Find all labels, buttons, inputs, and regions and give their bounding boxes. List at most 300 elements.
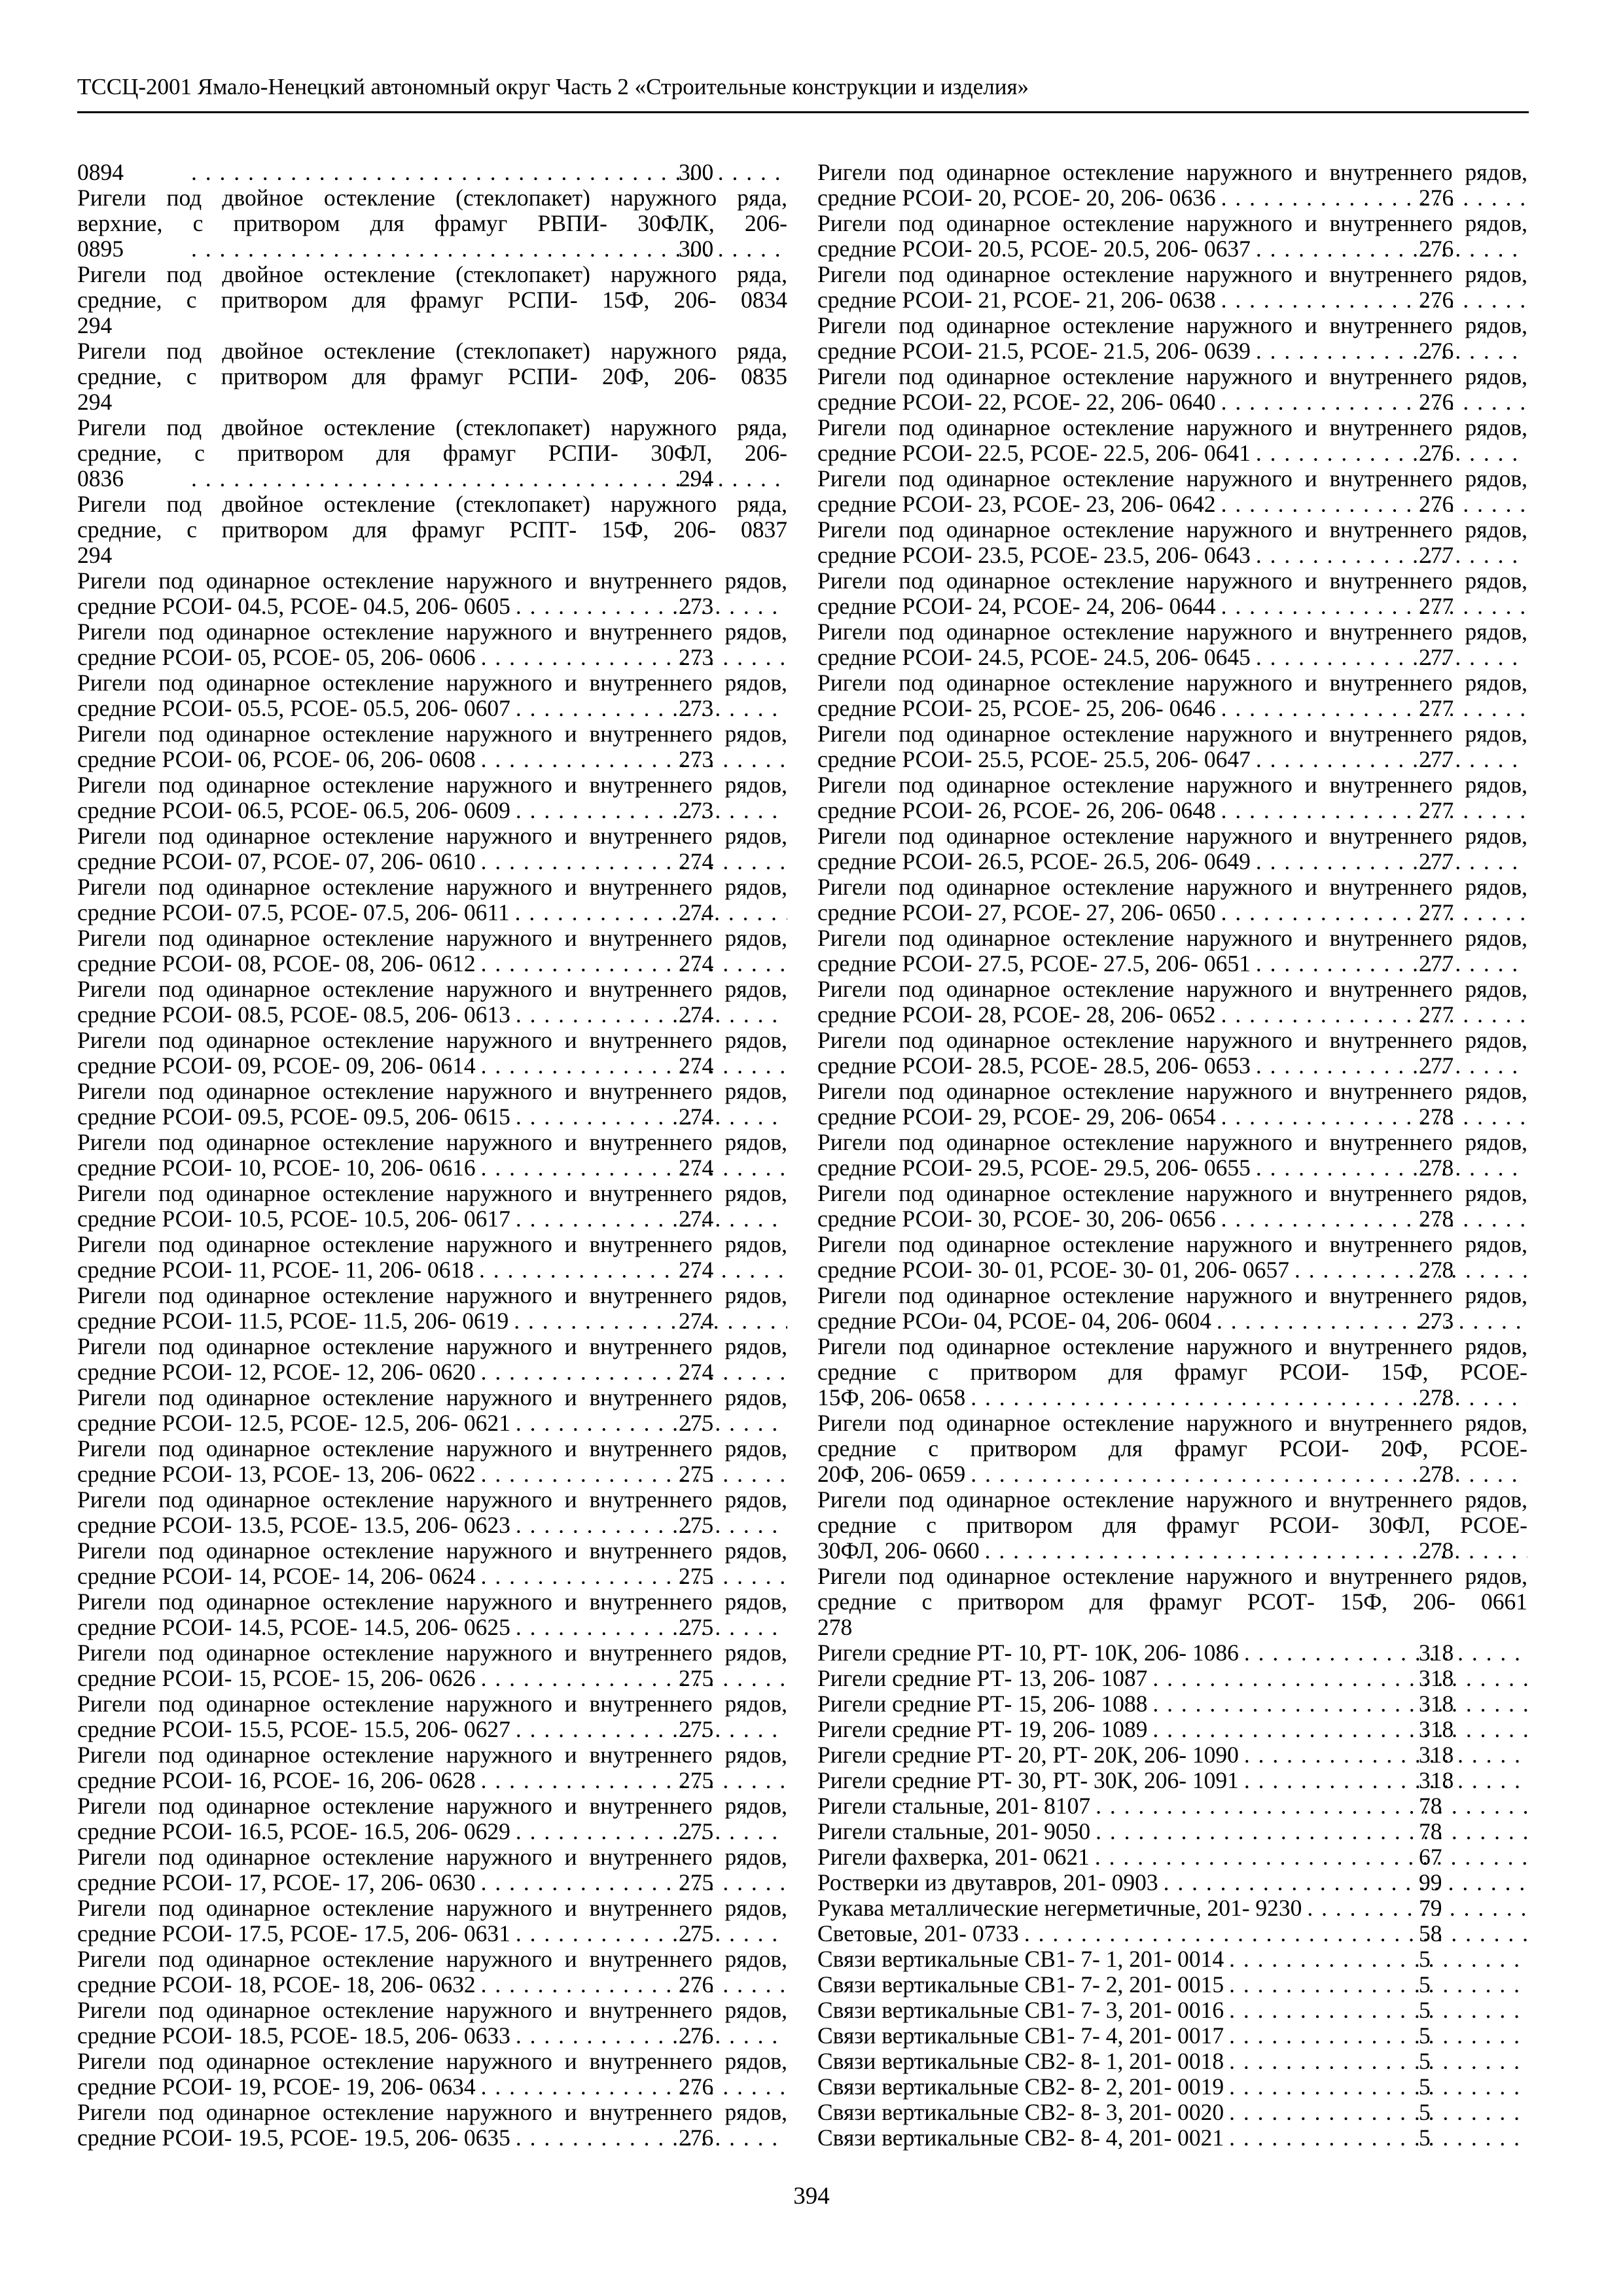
dot-leader [1216,287,1527,313]
index-entry [817,1972,1527,1998]
dot-leader [510,2125,787,2151]
entry-last-text: средние РСОИ- 25, РСОЕ- 25, 206- 0646 [817,695,1216,721]
index-entry [817,1334,1527,1410]
entry-last-line: средние РСОИ- 08.5, РСОЕ- 08.5, 206- 0613 . . . 274 [186,1002,787,1028]
entry-text-line: средние, с притвором для фрамуг РСПИ- 15Ф, 206- 0834 [77,287,787,313]
entry-last-text: средние РСОИ- 30- 01, РСОЕ- 30- 01, 206- 0657 [817,1257,1290,1283]
entry-text-line: Ригели под двойное остекление (стеклопакет) наружного ряда, [77,338,787,364]
entry-text-line: Ригели под одинарное остекление наружного и внутреннего рядов, [77,1129,787,1155]
entry-last-line: Рукава металлические негерметичные, 201- 9230 . . . 79 [926,1895,1527,1921]
entry-text-line: Ригели под одинарное остекление наружного и внутреннего рядов, [77,1486,787,1513]
index-entry [77,1538,787,1589]
index-entry [817,2049,1527,2074]
index-entry [817,2074,1527,2100]
dot-leader [476,1972,787,1998]
entry-last-line: средние РСОИ- 20, РСОЕ- 20, 206- 0636 . . . 276 [926,185,1527,211]
index-entry [77,1946,787,1998]
index-entry [77,415,787,492]
entry-last-text: средние РСОи- 04, РСОЕ- 04, 206- 0604 [817,1308,1211,1334]
entry-last-line: 0836 . . . 294 [186,466,787,492]
index-entry [817,211,1527,262]
entry-last-line: средние РСОИ- 30, РСОЕ- 30, 206- 0656 . . . 278 [926,1206,1527,1232]
entry-last-line: средние РСОИ- 19, РСОЕ- 19, 206- 0634 . . . 276 [186,2074,787,2100]
index-entry [817,1666,1527,1691]
index-entry [817,925,1527,977]
entry-last-text: средние РСОИ- 12.5, РСОЕ- 12.5, 206- 0621 [77,1410,510,1436]
entry-text-line: Ригели под одинарное остекление наружного и внутреннего рядов, [817,1129,1527,1155]
entry-last-text: Ригели стальные, 201- 8107 [817,1793,1091,1819]
entry-text-line: Ригели под одинарное остекление наружного и внутреннего рядов, [817,772,1527,798]
entry-text-line: Ригели под одинарное остекление наружного и внутреннего рядов, [77,925,787,951]
dot-leader [1251,543,1527,568]
entry-text-line: Ригели под одинарное остекление наружного и внутреннего рядов, [817,1231,1527,1257]
entry-text-line: Ригели под одинарное остекление наружного и внутреннего рядов, [817,261,1527,287]
index-entry [817,1181,1527,1232]
entry-last-line: Ригели стальные, 201- 9050 . . . 78 [926,1819,1527,1844]
entry-last-text: средние РСОИ- 29.5, РСОЕ- 29.5, 206- 0655 [817,1155,1251,1181]
entry-text-line: Ригели под одинарное остекление наружного и внутреннего рядов, [817,516,1527,543]
entry-last-line: средние РСОИ- 25.5, РСОЕ- 25.5, 206- 0647 . . . 277 [926,747,1527,772]
entry-text-line: Ригели под одинарное остекление наружного и внутреннего рядов, [77,976,787,1002]
entry-last-line: средние РСОИ- 15, РСОЕ- 15, 206- 0626 . . . 275 [186,1666,787,1691]
index-entry [817,1742,1527,1768]
entry-last-text: средние РСОИ- 16, РСОЕ- 16, 206- 0628 [77,1767,476,1793]
index-entry [817,1564,1527,1640]
index-entry [77,1232,787,1283]
entry-last-line: Ригели стальные, 201- 8107 . . . 78 [926,1793,1527,1819]
index-entry [77,1487,787,1538]
entry-last-line: средние РСОИ- 15.5, РСОЕ- 15.5, 206- 0627 . . . 275 [186,1717,787,1742]
index-entry [817,1079,1527,1130]
index-column-right [817,160,1527,2151]
entry-text-line: Ригели под одинарное остекление наружного и внутреннего рядов, [77,1435,787,1462]
index-entry [77,823,787,874]
index-entry [817,1028,1527,1079]
entry-last-text: средние РСОИ- 09, РСОЕ- 09, 206- 0614 [77,1052,476,1079]
entry-last-line: средние РСОИ- 22.5, РСОЕ- 22.5, 206- 0641 . . . 276 [926,440,1527,466]
dot-leader [510,798,787,823]
entry-last-text: средние РСОИ- 18, РСОЕ- 18, 206- 0632 [77,1971,476,1998]
dot-leader [476,1768,787,1793]
entry-last-text: средние РСОИ- 12, РСОЕ- 12, 206- 0620 [77,1359,476,1385]
entry-last-line: средние РСОИ- 22, РСОЕ- 22, 206- 0640 . . . 276 [926,389,1527,415]
entry-last-line: средние РСОИ- 09.5, РСОЕ- 09.5, 206- 0615 . . . 274 [186,1104,787,1130]
entry-last-line: средние РСОИ- 30- 01, РСОЕ- 30- 01, 206- 0657 . . . 278 [926,1257,1527,1283]
dot-leader [510,1717,787,1742]
entry-last-text: Связи вертикальные СВ1- 7- 2, 201- 0015 [817,1971,1224,1998]
entry-last-line: средние РСОИ- 18, РСОЕ- 18, 206- 0632 . . . 276 [186,1972,787,1998]
dot-leader [476,1666,787,1691]
entry-last-line: средние РСОИ- 13, РСОЕ- 13, 206- 0622 . . . 275 [186,1462,787,1487]
entry-text-line: Ригели под двойное остекление (стеклопакет) наружного ряда, [77,491,787,517]
entry-last-line: средние РСОИ- 05.5, РСОЕ- 05.5, 206- 0607 . . . 273 [186,696,787,721]
entry-last-line: средние РСОИ- 14, РСОЕ- 14, 206- 0624 . . . 275 [186,1564,787,1589]
entry-last-line: средние РСОИ- 16.5, РСОЕ- 16.5, 206- 0629 . . . 275 [186,1819,787,1844]
entry-text-line: Ригели под одинарное остекление наружного и внутреннего рядов, [77,1333,787,1359]
dot-leader [1019,1921,1527,1946]
entry-text-line: Ригели под одинарное остекление наружного и внутреннего рядов, [817,1563,1527,1589]
entry-text-line: верхние, с притвором для фрамуг РВПИ- 30ФЛК, 206- [77,210,787,236]
entry-last-text: средние РСОИ- 20.5, РСОЕ- 20.5, 206- 0637 [817,236,1251,262]
entry-last-line: Ригели средние РТ- 10, РТ- 10К, 206- 1086 . . . 318 [926,1640,1527,1666]
entry-last-text: средние РСОИ- 10, РСОЕ- 10, 206- 0616 [77,1155,476,1181]
entry-last-text: средние РСОИ- 13, РСОЕ- 13, 206- 0622 [77,1461,476,1487]
entry-last-text: Ростверки из двутавров, 201- 0903 [817,1869,1158,1895]
index-entry [817,977,1527,1028]
dot-leader [476,1564,787,1589]
index-entry [817,1232,1527,1283]
entry-last-text: средние РСОИ- 13.5, РСОЕ- 13.5, 206- 0623 [77,1512,510,1538]
entry-last-text: Ригели фахверка, 201- 0621 [817,1844,1090,1870]
dot-leader [1216,185,1527,211]
entry-last-text: Связи вертикальные СВ1- 7- 4, 201- 0017 [817,2022,1224,2049]
index-entry [77,1283,787,1334]
entry-last-text: средние РСОИ- 26, РСОЕ- 26, 206- 0648 [817,797,1216,823]
index-entry [817,313,1527,364]
index-entry [77,185,787,262]
dot-leader [510,2023,787,2049]
dot-leader [1147,1717,1527,1742]
entry-text-line: Ригели под одинарное остекление наружного и внутреннего рядов, [77,1640,787,1666]
entry-last-line: средние РСОИ- 25, РСОЕ- 25, 206- 0646 . . . 277 [926,696,1527,721]
dot-leader [1302,1895,1527,1921]
dot-leader [1216,594,1527,619]
dot-leader [1216,696,1527,721]
entry-last-line: Связи вертикальные СВ2- 8- 4, 201- 0021 . . . 5 [926,2125,1527,2151]
index-entry [77,492,787,568]
entry-last-line: средние РСОИ- 13.5, РСОЕ- 13.5, 206- 0623 . . . 275 [186,1513,787,1538]
dot-leader [510,594,787,619]
entry-last-text: средние РСОИ- 25.5, РСОЕ- 25.5, 206- 0647 [817,746,1251,772]
entry-text-line: Ригели под одинарное остекление наружного и внутреннего рядов, [817,619,1527,645]
entry-last-text: Ригели средние РТ- 20, РТ- 20К, 206- 1090 [817,1742,1239,1768]
entry-last-line: 0894 . . . 300 [186,160,787,185]
dot-leader [1289,1257,1527,1283]
entry-text-line: Ригели под одинарное остекление наружного и внутреннего рядов, [817,465,1527,492]
dot-leader [1216,1104,1527,1130]
entry-last-text: средние РСОИ- 18.5, РСОЕ- 18.5, 206- 0633 [77,2022,510,2049]
entry-text-line: Ригели под одинарное остекление наружного и внутреннего рядов, [77,1844,787,1870]
entry-text-line: Ригели под двойное остекление (стеклопакет) наружного ряда, [77,414,787,440]
dot-leader [476,1870,787,1895]
entry-text-line: средние, с притвором для фрамуг РСПИ- 30ФЛ, 206- [77,440,787,466]
index-entry [817,517,1527,568]
entry-last-text: средние РСОИ- 04.5, РСОЕ- 04.5, 206- 0605 [77,593,510,619]
entry-last-line: средние РСОИ- 29.5, РСОЕ- 29.5, 206- 0655 . . . 278 [926,1155,1527,1181]
index-entry [817,2023,1527,2049]
entry-text-line: Ригели под одинарное остекление наружного и внутреннего рядов, [77,670,787,696]
entry-text-line: Ригели под одинарное остекление наружного и внутреннего рядов, [817,312,1527,338]
index-entry [817,1130,1527,1181]
entry-last-line: Ригели средние РТ- 30, РТ- 30К, 206- 1091 . . . 318 [926,1768,1527,1793]
entry-last-line: 278 [817,1614,853,1640]
entry-last-line: средние РСОИ- 17.5, РСОЕ- 17.5, 206- 0631 . . . 275 [186,1921,787,1946]
entry-last-text: средние РСОИ- 28.5, РСОЕ- 28.5, 206- 0653 [817,1052,1251,1079]
entry-last-text: средние РСОИ- 16.5, РСОЕ- 16.5, 206- 0629 [77,1818,510,1844]
entry-last-text: средние РСОИ- 28, РСОЕ- 28, 206- 0652 [817,1001,1216,1028]
entry-text-line: Ригели под одинарное остекление наружного и внутреннего рядов, [77,1180,787,1206]
dot-leader [1090,1844,1527,1870]
index-entry [817,1844,1527,1870]
entry-text-line: Ригели под одинарное остекление наружного и внутреннего рядов, [77,567,787,594]
index-entry [817,262,1527,313]
entry-last-line: средние РСОИ- 12, РСОЕ- 12, 206- 0620 . . . 274 [186,1359,787,1385]
entry-last-line: Связи вертикальные СВ2- 8- 3, 201- 0020 . . . 5 [926,2100,1527,2125]
entry-last-line: средние РСОИ- 24.5, РСОЕ- 24.5, 206- 0645 . . . 277 [926,645,1527,670]
entry-text-line: Ригели под одинарное остекление наружного и внутреннего рядов, [77,721,787,747]
entry-last-line: средние РСОИ- 12.5, РСОЕ- 12.5, 206- 0621 . . . 275 [186,1410,787,1436]
dot-leader [476,849,787,874]
dot-leader [1224,2125,1527,2151]
entry-last-text: средние РСОИ- 08, РСОЕ- 08, 206- 0612 [77,950,476,977]
entry-last-line: Связи вертикальные СВ2- 8- 2, 201- 0019 . . . 5 [926,2074,1527,2100]
dot-leader [1251,236,1527,262]
entry-last-line: средние РСОИ- 26.5, РСОЕ- 26.5, 206- 0649 . . . 277 [926,849,1527,874]
entry-last-text: Ригели средние РТ- 13, 206- 1087 [817,1665,1148,1691]
dot-leader [1239,1768,1527,1793]
entry-last-text: средние РСОИ- 07, РСОЕ- 07, 206- 0610 [77,848,476,874]
index-entry [77,2049,787,2100]
entry-last-text: средние РСОИ- 08.5, РСОЕ- 08.5, 206- 0613 [77,1001,510,1028]
entry-last-text: Ригели средние РТ- 15, 206- 1088 [817,1691,1148,1717]
entry-last-line: средние РСОИ- 27.5, РСОЕ- 27.5, 206- 0651 . . . 277 [926,951,1527,977]
index-entry [77,619,787,670]
dot-leader [1251,440,1527,466]
dot-leader [1147,1666,1527,1691]
index-entry [817,1410,1527,1487]
entry-text-line: Ригели под одинарное остекление наружного и внутреннего рядов, [817,721,1527,747]
entry-text-line: Ригели под одинарное остекление наружного и внутреннего рядов, [77,1895,787,1921]
dot-leader [510,1410,787,1436]
index-entry [77,1028,787,1079]
entry-text-line: Ригели под одинарное остекление наружного и внутреннего рядов, [817,823,1527,849]
entry-last-line: средние РСОИ- 04.5, РСОЕ- 04.5, 206- 0605 . . . 273 [186,594,787,619]
entry-text-line: Ригели под одинарное остекление наружного и внутреннего рядов, [77,1231,787,1257]
index-entry [817,1946,1527,1972]
entry-text-line: средние с притвором для фрамуг РСОТ- 15Ф, 206- 0661 [817,1588,1527,1615]
entry-text-line: Ригели под одинарное остекление наружного и внутреннего рядов, [817,1282,1527,1308]
dot-leader [510,1104,787,1130]
entry-text-line: Ригели под одинарное остекление наружного и внутреннего рядов, [817,874,1527,900]
index-entry [817,466,1527,517]
entry-text-line: средние с притвором для фрамуг РСОИ- 20Ф, РСОЕ- [817,1435,1527,1462]
entry-last-text: средние РСОИ- 24.5, РСОЕ- 24.5, 206- 0645 [817,644,1251,670]
dot-leader [1216,1206,1527,1232]
entry-last-line: средние РСОИ- 23, РСОЕ- 23, 206- 0642 . . . 276 [926,492,1527,517]
index-entry [77,2100,787,2151]
dot-leader [474,1257,787,1283]
entry-last-text: средние РСОИ- 11, РСОЕ- 11, 206- 0618 [77,1257,474,1283]
entry-text-line: Ригели под одинарное остекление наружного и внутреннего рядов, [77,772,787,798]
dot-leader [510,1615,787,1640]
index-entry [77,925,787,977]
entry-last-line: средние РСОИ- 07.5, РСОЕ- 07.5, 206- 0611 . . . 274 [186,900,787,925]
dot-leader [1224,1998,1527,2023]
entry-last-line: Связи вертикальные СВ1- 7- 1, 201- 0014 . . . 5 [926,1946,1527,1972]
entry-text-line: Ригели под одинарное остекление наружного и внутреннего рядов, [77,1078,787,1104]
entry-last-text: средние РСОИ- 27, РСОЕ- 27, 206- 0650 [817,899,1216,925]
dot-leader [476,1053,787,1079]
dot-leader [1158,1870,1527,1895]
entry-text-line: Ригели под одинарное остекление наружного и внутреннего рядов, [77,1793,787,1819]
page-number: 394 [793,2183,830,2210]
dot-leader [1147,1691,1527,1717]
entry-last-text: средние РСОИ- 05, РСОЕ- 05, 206- 0606 [77,644,476,670]
dot-leader [1090,1819,1527,1844]
index-entry [817,1819,1527,1844]
entry-text-line: Ригели под одинарное остекление наружного и внутреннего рядов, [817,670,1527,696]
entry-text-line: Ригели под одинарное остекление наружного и внутреннего рядов, [77,823,787,849]
dot-leader [1216,798,1527,823]
entry-last-text: средние РСОИ- 19.5, РСОЕ- 19.5, 206- 0635 [77,2125,510,2151]
index-entry [77,977,787,1028]
entry-text-line: средние с притвором для фрамуг РСОИ- 30ФЛ, РСОЕ- [817,1512,1527,1538]
index-entry [77,1998,787,2049]
entry-last-line: средние РСОИ- 06, РСОЕ- 06, 206- 0608 . . . 273 [186,747,787,772]
index-entry [77,1844,787,1895]
index-entry [817,160,1527,211]
entry-last-line: Световые, 201- 0733 . . . 58 [926,1921,1527,1946]
dot-leader [476,645,787,670]
dot-leader [1251,1053,1527,1079]
entry-text-line: Ригели под одинарное остекление наружного и внутреннего рядов, [77,1384,787,1410]
entry-last-text: средние РСОИ- 10.5, РСОЕ- 10.5, 206- 0617 [77,1206,510,1232]
dot-leader [510,1819,787,1844]
entry-text-line: Ригели под одинарное остекление наружного и внутреннего рядов, [77,874,787,900]
dot-leader [510,1921,787,1946]
entry-text-line: Ригели под двойное остекление (стеклопакет) наружного ряда, [77,185,787,211]
entry-last-text: средние РСОИ- 23, РСОЕ- 23, 206- 0642 [817,491,1216,517]
dot-leader [1224,2100,1527,2125]
dot-leader [1224,2049,1527,2074]
entry-last-text: Ригели средние РТ- 10, РТ- 10К, 206- 1086 [817,1640,1239,1666]
entry-last-text: средние РСОИ- 14, РСОЕ- 14, 206- 0624 [77,1563,476,1589]
dot-leader [510,696,787,721]
dot-leader [1239,1640,1527,1666]
entry-last-line: средние РСОИ- 10, РСОЕ- 10, 206- 0616 . . . 274 [186,1155,787,1181]
entry-text-line: Ригели под одинарное остекление наружного и внутреннего рядов, [817,1180,1527,1206]
dot-leader [1239,1742,1527,1768]
entry-last-line: средние РСОи- 04, РСОЕ- 04, 206- 0604 . . . 273 [926,1308,1527,1334]
entry-text-line: Ригели под одинарное остекление наружного и внутреннего рядов, [77,619,787,645]
entry-last-line: Связи вертикальные СВ2- 8- 1, 201- 0018 . . . 5 [926,2049,1527,2074]
entry-last-text: средние РСОИ- 15.5, РСОЕ- 15.5, 206- 0627 [77,1716,510,1742]
dot-leader [510,1002,787,1028]
entry-last-text: Связи вертикальные СВ2- 8- 1, 201- 0018 [817,2048,1224,2074]
entry-text-line: средние, с притвором для фрамуг РСПТ- 15Ф, 206- 0837 [77,516,787,543]
dot-leader [1251,951,1527,977]
dot-leader [1251,645,1527,670]
entry-last-text: средние РСОИ- 29, РСОЕ- 29, 206- 0654 [817,1103,1216,1130]
index-entry [77,262,787,338]
index-entry [77,1436,787,1487]
entry-text-line: средние с притвором для фрамуг РСОИ- 15Ф, РСОЕ- [817,1359,1527,1385]
entry-text-line: Ригели под одинарное остекление наружного и внутреннего рядов, [77,2048,787,2074]
entry-last-text: Ригели средние РТ- 19, 206- 1089 [817,1716,1148,1742]
index-entry [817,1487,1527,1564]
entry-text-line: Ригели под одинарное остекление наружного и внутреннего рядов, [77,1742,787,1768]
entry-last-text: средние РСОИ- 15, РСОЕ- 15, 206- 0626 [77,1665,476,1691]
entry-last-text: средние РСОИ- 09.5, РСОЕ- 09.5, 206- 0615 [77,1103,510,1130]
entry-last-text: средние РСОИ- 06.5, РСОЕ- 06.5, 206- 0609 [77,797,510,823]
entry-last-text: средние РСОИ- 07.5, РСОЕ- 07.5, 206- 0611 [77,899,510,925]
entry-last-line: средние РСОИ- 10.5, РСОЕ- 10.5, 206- 0617 . . . 274 [186,1206,787,1232]
entry-text-line: Ригели под одинарное остекление наружного и внутреннего рядов, [817,976,1527,1002]
entry-text-line: Ригели под одинарное остекление наружного и внутреннего рядов, [817,363,1527,389]
entry-last-line: средние РСОИ- 08, РСОЕ- 08, 206- 0612 . . . 274 [186,951,787,977]
entry-text-line: Ригели под одинарное остекление наружного и внутреннего рядов, [817,925,1527,951]
index-entry [77,1079,787,1130]
entry-last-text: Связи вертикальные СВ1- 7- 3, 201- 0016 [817,1997,1224,2023]
entry-last-text: Связи вертикальные СВ2- 8- 2, 201- 0019 [817,2073,1224,2100]
entry-text-line: Ригели под одинарное остекление наружного и внутреннего рядов, [817,210,1527,236]
index-entry [817,772,1527,823]
dot-leader [1224,2074,1527,2100]
dot-leader [1251,338,1527,364]
entry-last-line: Ригели средние РТ- 13, 206- 1087 . . . 318 [926,1666,1527,1691]
dot-leader [476,1462,787,1487]
index-entry [817,1640,1527,1666]
dot-leader [1251,1155,1527,1181]
entry-last-text: 30ФЛ, 206- 0660 [817,1537,980,1564]
entry-text-line: Ригели под одинарное остекление наружного и внутреннего рядов, [77,1588,787,1615]
entry-last-line: средние РСОИ- 18.5, РСОЕ- 18.5, 206- 0633 . . . 276 [186,2023,787,2049]
entry-text-line: Ригели под одинарное остекление наружного и внутреннего рядов, [77,2099,787,2125]
dot-leader [1224,2023,1527,2049]
entry-text-line: Ригели под одинарное остекление наружного и внутреннего рядов, [817,1078,1527,1104]
entry-text-line: Ригели под одинарное остекление наружного и внутреннего рядов, [77,1946,787,1972]
dot-leader [476,747,787,772]
entry-last-line: средние РСОИ- 05, РСОЕ- 05, 206- 0606 . . . 273 [186,645,787,670]
index-entry [77,568,787,619]
entry-last-line: средние РСОИ- 09, РСОЕ- 09, 206- 0614 . . . 274 [186,1053,787,1079]
entry-last-text: средние РСОИ- 20, РСОЕ- 20, 206- 0636 [817,185,1216,211]
entry-last-text: средние РСОИ- 17, РСОЕ- 17, 206- 0630 [77,1869,476,1895]
entry-last-line: 294 [77,312,113,338]
dot-leader [476,1359,787,1385]
index-entry [817,568,1527,619]
entry-last-text: средние РСОИ- 22, РСОЕ- 22, 206- 0640 [817,389,1216,415]
entry-text-line: Ригели под одинарное остекление наружного и внутреннего рядов, [817,159,1527,185]
index-entry [817,415,1527,466]
entry-last-text: 20Ф, 206- 0659 [817,1461,966,1487]
entry-text-line: Ригели под одинарное остекление наружного и внутреннего рядов, [817,567,1527,594]
entry-last-text: средние РСОИ- 26.5, РСОЕ- 26.5, 206- 0649 [817,848,1251,874]
entry-last-text: средние РСОИ- 06, РСОЕ- 06, 206- 0608 [77,746,476,772]
entry-last-text: средние РСОИ- 23.5, РСОЕ- 23.5, 206- 0643 [817,542,1251,568]
entry-last-line: средние РСОИ- 26, РСОЕ- 26, 206- 0648 . . . 277 [926,798,1527,823]
dot-leader [510,1513,787,1538]
entry-last-text: Рукава металлические негерметичные, 201- 9230 [817,1895,1302,1921]
entry-last-line: 0895 . . . 300 [186,236,787,262]
index-entry [817,2100,1527,2125]
index-entry [817,1895,1527,1921]
entry-last-line: 294 [77,542,113,568]
entry-last-text: средние РСОИ- 05.5, РСОЕ- 05.5, 206- 0607 [77,695,510,721]
entry-last-line: средние РСОИ- 28, РСОЕ- 28, 206- 0652 . . . 277 [926,1002,1527,1028]
entry-text-line: Ригели под одинарное остекление наружного и внутреннего рядов, [817,1410,1527,1436]
entry-last-line: 294 [77,389,113,415]
index-entry [817,2125,1527,2151]
entry-last-line: Ригели средние РТ- 19, 206- 1089 . . . 318 [926,1717,1527,1742]
entry-last-line: средние РСОИ- 28.5, РСОЕ- 28.5, 206- 0653 . . . 277 [926,1053,1527,1079]
entry-text-line: Ригели под одинарное остекление наружного и внутреннего рядов, [77,1997,787,2023]
entry-last-text: Световые, 201- 0733 [817,1920,1019,1946]
dot-leader [476,1155,787,1181]
entry-last-line: средние РСОИ- 21.5, РСОЕ- 21.5, 206- 0639 . . . 276 [926,338,1527,364]
index-entry [77,1385,787,1436]
index-entry [77,1742,787,1793]
